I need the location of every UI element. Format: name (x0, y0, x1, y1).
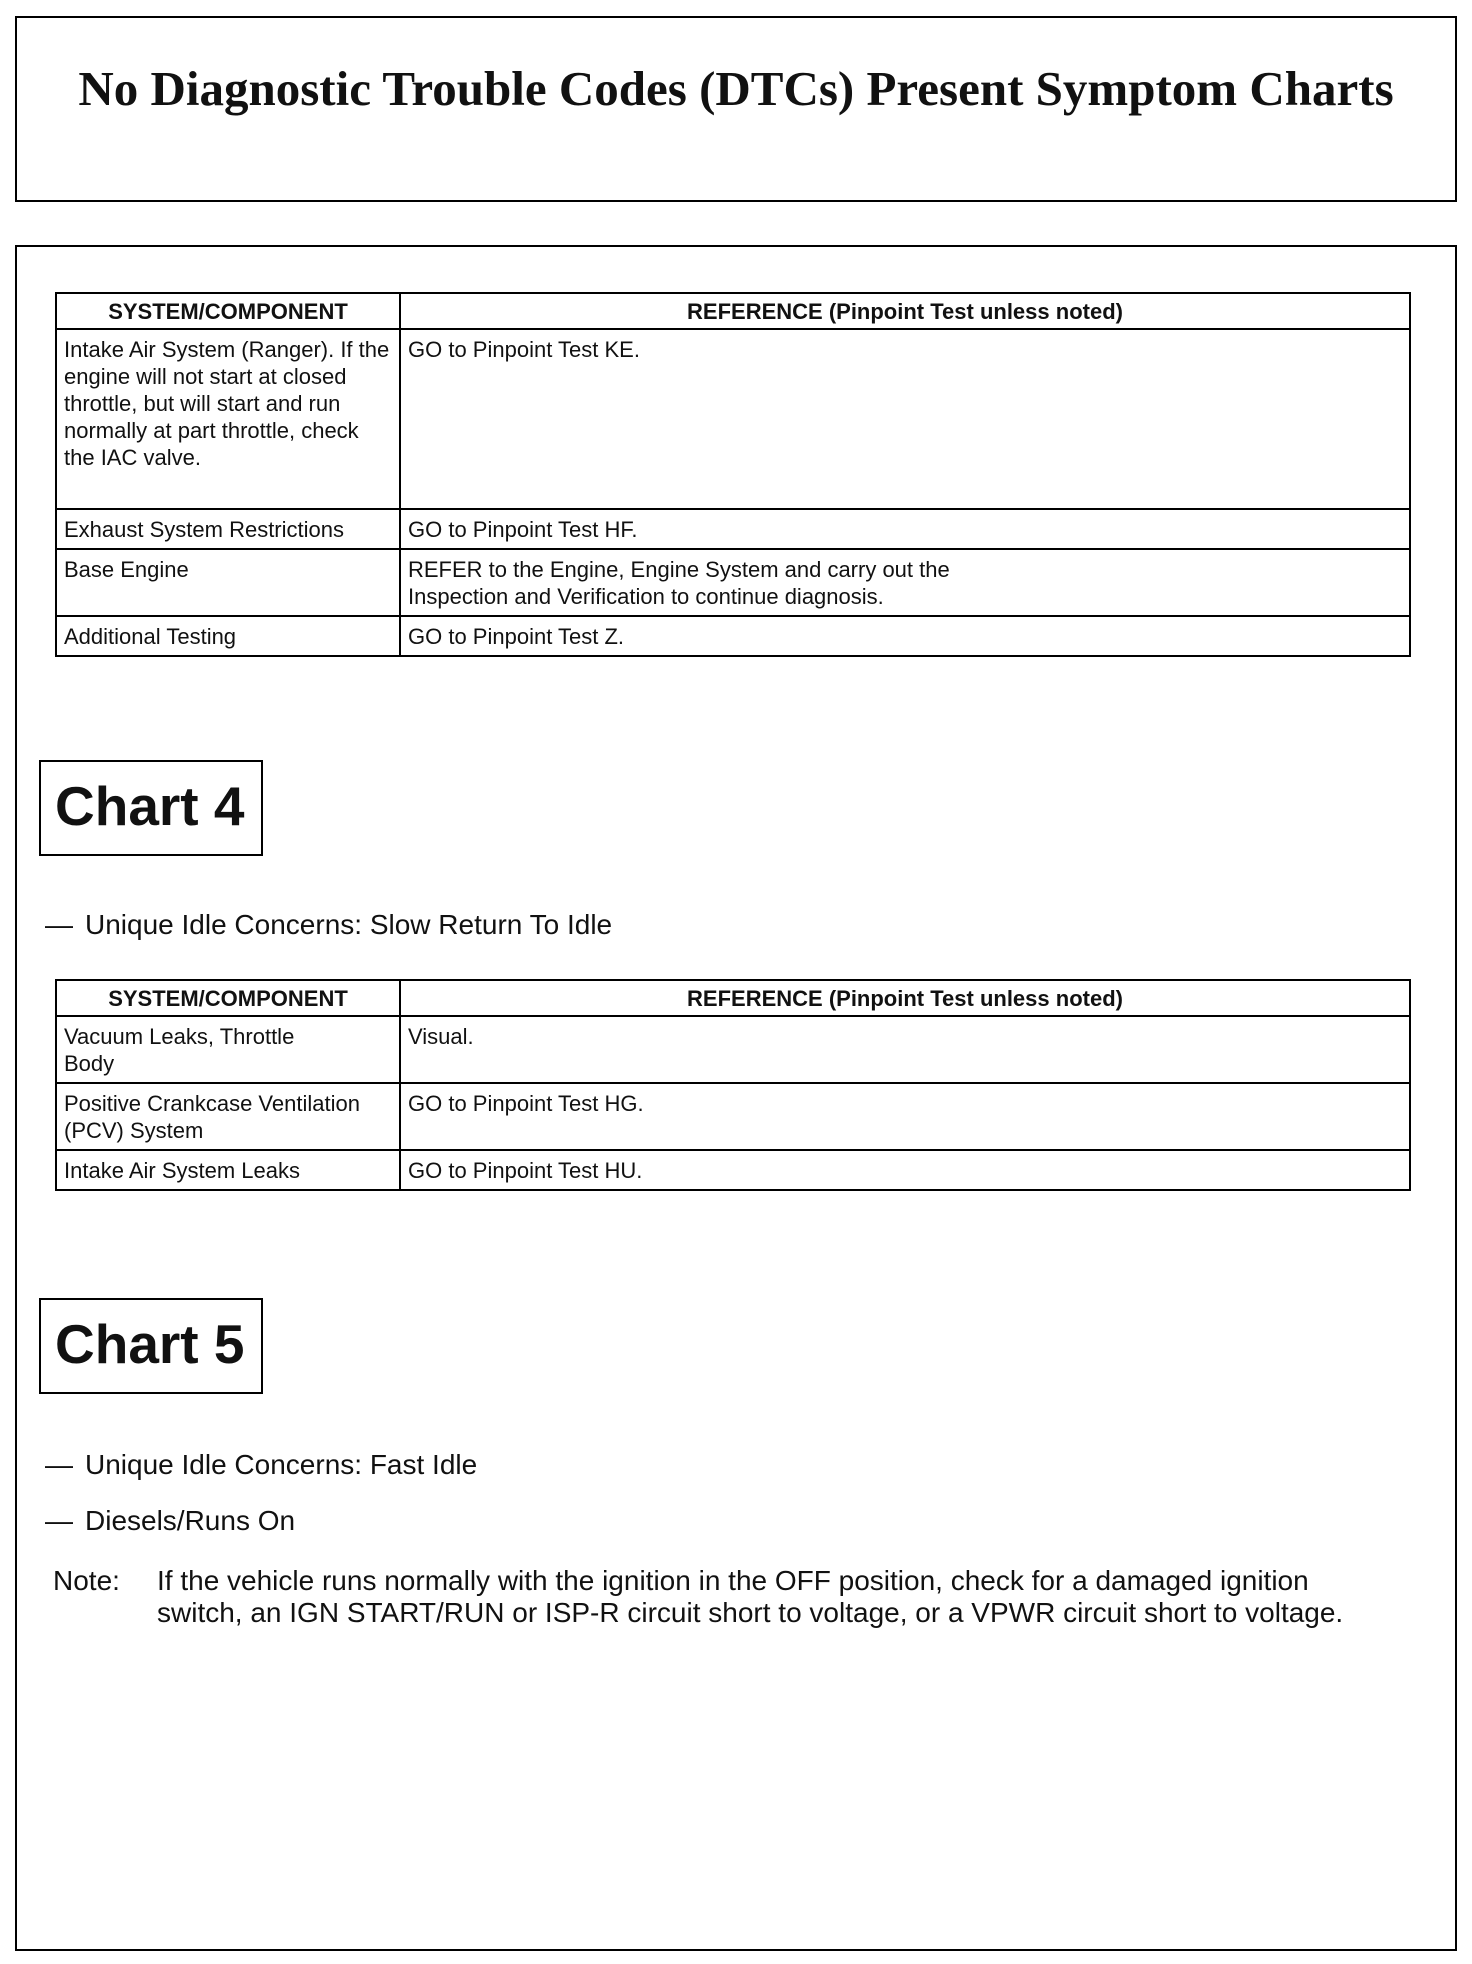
concern-text: Unique Idle Concerns: Slow Return To Idle (85, 909, 613, 940)
reference-cell: GO to Pinpoint Test Z. (400, 616, 1410, 656)
chart-5-concern (45, 1449, 477, 1481)
dash: — (45, 1449, 73, 1480)
table-row (56, 1150, 1410, 1190)
system-cell (56, 1016, 400, 1083)
table-row (56, 549, 1410, 616)
column-header-system: SYSTEM/COMPONENT (56, 980, 400, 1016)
concern-text: Unique Idle Concerns: Fast Idle (85, 1449, 478, 1480)
note-label: Note: (53, 1565, 120, 1596)
page-title: No Diagnostic Trouble Codes (DTCs) Present Symptom Charts (78, 61, 1394, 116)
title-box (15, 16, 1457, 202)
note (53, 1565, 1393, 1629)
table-row (56, 616, 1410, 656)
table-row (56, 1083, 1410, 1150)
column-header-reference: REFERENCE (Pinpoint Test unless noted) (400, 293, 1410, 329)
system-cell (56, 1083, 400, 1150)
table-header-row (56, 980, 1410, 1016)
system-cell: Base Engine (56, 549, 400, 616)
reference-cell: GO to Pinpoint Test HG. (400, 1083, 1410, 1150)
system-cell: Intake Air System (Ranger). If the engine will not start at closed throttle, but will start and run normally at part throttle, check the IAC valve. (56, 329, 400, 509)
concern-text: Diesels/Runs On (85, 1505, 296, 1536)
system-text: Vacuum Leaks, Throttle Body (64, 1024, 295, 1076)
reference-table-chart-4 (55, 979, 1411, 1191)
chart-5-concern (45, 1505, 295, 1537)
content-box (15, 245, 1457, 1951)
system-text: Positive Crankcase Ventilation (PCV) System (64, 1091, 360, 1143)
reference-cell: GO to Pinpoint Test HF. (400, 509, 1410, 549)
system-cell: Exhaust System Restrictions (56, 509, 400, 549)
system-cell: Additional Testing (56, 616, 400, 656)
table-header-row (56, 293, 1410, 329)
table-row (56, 509, 1410, 549)
reference-cell: GO to Pinpoint Test KE. (400, 329, 1410, 509)
reference-table-top (55, 292, 1411, 657)
dash: — (45, 1505, 73, 1536)
column-header-reference: REFERENCE (Pinpoint Test unless noted) (400, 980, 1410, 1016)
reference-text: REFER to the Engine, Engine System and carry out the Inspection and Verification to continue diagnosis. (408, 557, 950, 609)
chart-4-concern (45, 909, 612, 941)
chart-4-label: Chart 4 (39, 760, 263, 856)
column-header-system: SYSTEM/COMPONENT (56, 293, 400, 329)
table-row (56, 1016, 1410, 1083)
chart-5-label: Chart 5 (39, 1298, 263, 1394)
system-cell: Intake Air System Leaks (56, 1150, 400, 1190)
note-text: If the vehicle runs normally with the ignition in the OFF position, check for a damaged ignition switch, an IGN START/RUN or ISP-R circuit short to voltage, or a VPWR circuit short to voltage. (157, 1565, 1344, 1628)
reference-cell (400, 549, 1410, 616)
reference-cell: GO to Pinpoint Test HU. (400, 1150, 1410, 1190)
table-row (56, 329, 1410, 509)
reference-cell: Visual. (400, 1016, 1410, 1083)
dash: — (45, 909, 73, 940)
